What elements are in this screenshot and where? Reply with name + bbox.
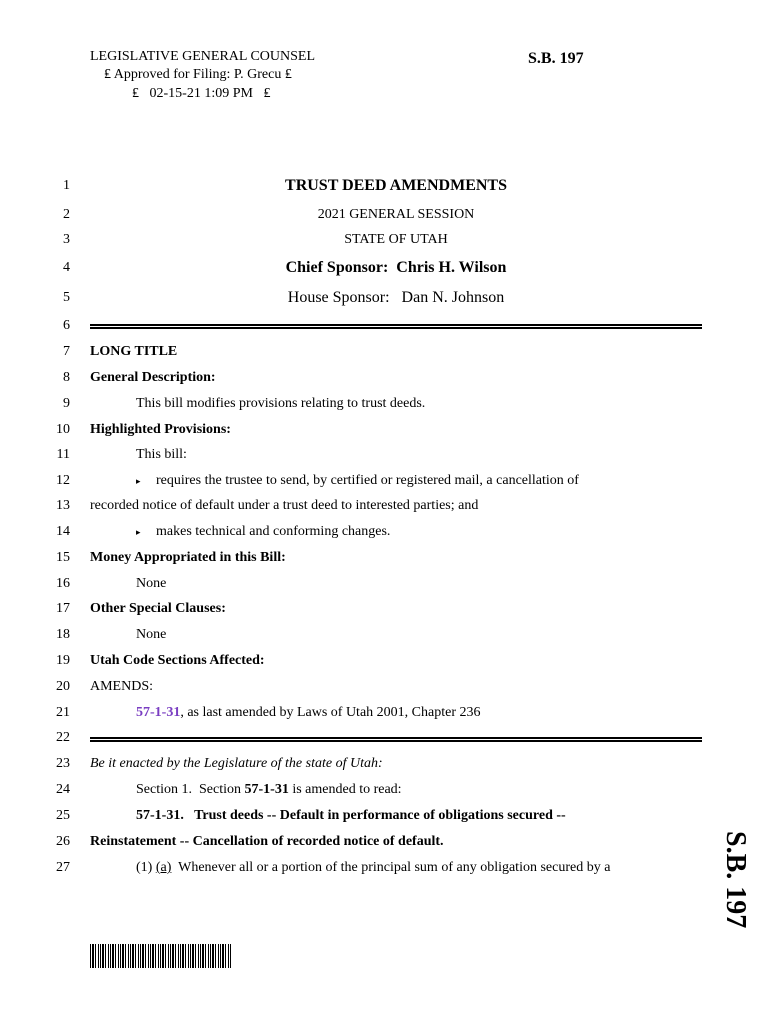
code-section-tail: , as last amended by Laws of Utah 2001, Chapter 236 <box>180 705 481 720</box>
subsection-text: Whenever all or a portion of the principal sum of any obligation secured by a <box>171 860 611 875</box>
general-description-heading: General Description: <box>90 370 216 385</box>
line-number: 19 <box>56 653 70 668</box>
bullet-text: requires the trustee to send, by certified or registered mail, a cancellation of <box>156 473 579 488</box>
line-number: 11 <box>56 447 70 462</box>
long-title-heading: LONG TITLE <box>90 344 178 359</box>
code-section-link[interactable]: 57-1-31 <box>136 705 181 720</box>
bill-number: S.B. 197 <box>528 50 584 67</box>
line-number: 16 <box>56 576 70 591</box>
line-number: 1 <box>63 178 70 193</box>
approval-datetime: ₤ 02-15-21 1:09 PM ₤ <box>132 86 271 101</box>
enacting-clause: Be it enacted by the Legislature of the state of Utah: <box>90 756 383 771</box>
line-number: 8 <box>63 370 70 385</box>
section-heading: 57-1-31. Trust deeds -- Default in performance of obligations secured -- <box>136 808 566 823</box>
line-number: 10 <box>56 422 70 437</box>
line-number: 18 <box>56 627 70 642</box>
subsection-1a <box>136 860 610 876</box>
description-text: This bill modifies provisions relating to trust deeds. <box>136 396 426 411</box>
line-number: 13 <box>56 498 70 513</box>
section-intro <box>136 782 402 798</box>
highlighted-provisions-heading: Highlighted Provisions: <box>90 422 231 437</box>
side-bill-label: S.B. 197 <box>720 831 751 929</box>
other-clauses-value: None <box>136 627 167 642</box>
line-number: 20 <box>56 679 70 694</box>
provision-bullet-2 <box>136 524 390 540</box>
other-clauses-heading: Other Special Clauses: <box>90 601 226 616</box>
line-number: 7 <box>63 344 70 359</box>
provision-bullet-1-continued: recorded notice of default under a trust deed to interested parties; and <box>90 498 479 513</box>
code-section-entry <box>136 705 480 721</box>
section-ref: 57-1-31 <box>244 782 289 797</box>
bill-title: TRUST DEED AMENDMENTS <box>285 177 507 194</box>
line-number: 17 <box>56 601 70 616</box>
house-sponsor: House Sponsor: Dan N. Johnson <box>287 289 505 306</box>
line-number: 4 <box>63 260 70 275</box>
money-appropriated-value: None <box>136 576 167 591</box>
approval-line: ₤ Approved for Filing: P. Grecu ₤ <box>104 67 292 82</box>
state-label: STATE OF UTAH <box>344 232 448 247</box>
line-number: 21 <box>56 705 70 720</box>
line-number: 14 <box>56 524 70 539</box>
subsection-number: (1) <box>136 860 156 875</box>
double-rule-bottom <box>90 737 702 742</box>
line-number: 15 <box>56 550 70 565</box>
section-heading-continued: Reinstatement -- Cancellation of recorded notice of default. <box>90 834 444 849</box>
line-number: 12 <box>56 473 70 488</box>
subsection-letter: (a) <box>155 860 172 875</box>
barcode-image <box>90 944 232 968</box>
bullet-text: makes technical and conforming changes. <box>156 524 391 539</box>
provision-bullet-1 <box>136 473 579 489</box>
section-tail: is amended to read: <box>288 782 402 797</box>
counsel-header: LEGISLATIVE GENERAL COUNSEL <box>90 49 316 64</box>
line-number: 27 <box>56 860 70 875</box>
line-number: 3 <box>63 232 70 247</box>
section-lead: Section 1. Section <box>136 782 245 797</box>
session-label: 2021 GENERAL SESSION <box>317 207 475 222</box>
line-number: 26 <box>56 834 70 849</box>
line-number: 24 <box>56 782 70 797</box>
this-bill-label: This bill: <box>136 447 187 462</box>
line-number: 2 <box>63 207 70 222</box>
chief-sponsor: Chief Sponsor: Chris H. Wilson <box>285 259 507 276</box>
code-sections-heading: Utah Code Sections Affected: <box>90 653 265 668</box>
money-appropriated-heading: Money Appropriated in this Bill: <box>90 550 286 565</box>
bullet-icon: ▸ <box>136 527 141 537</box>
double-rule-top <box>90 324 702 329</box>
line-number: 5 <box>63 290 70 305</box>
line-number: 22 <box>56 730 70 745</box>
line-number: 9 <box>63 396 70 411</box>
line-number: 23 <box>56 756 70 771</box>
line-number: 6 <box>63 318 70 333</box>
line-number: 25 <box>56 808 70 823</box>
amends-label: AMENDS: <box>90 679 154 694</box>
bullet-icon: ▸ <box>136 476 141 486</box>
